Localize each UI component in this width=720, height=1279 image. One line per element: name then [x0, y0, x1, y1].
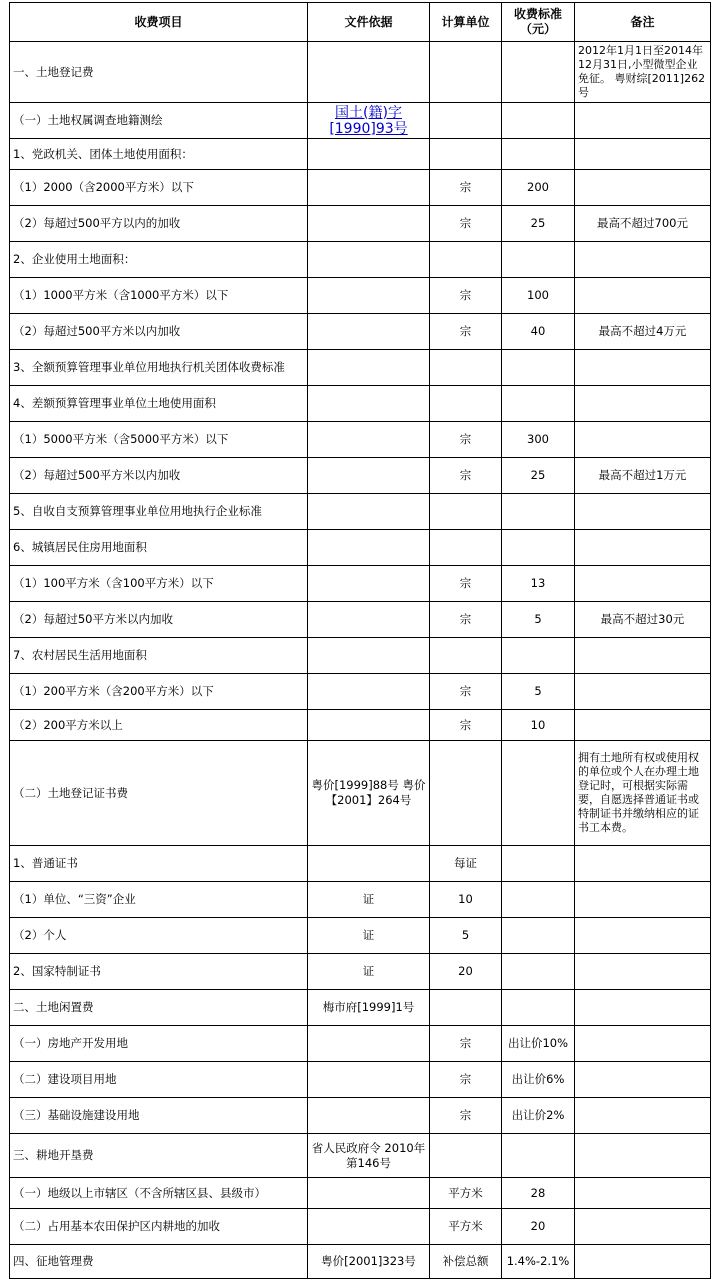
note-cell: 2012年1月1日至2014年12月31日,小型微型企业免征。 粤财综[2011]262号	[575, 42, 711, 103]
standard-cell: 10	[502, 710, 575, 741]
unit-cell: 5	[430, 918, 502, 954]
note-cell	[575, 1134, 711, 1178]
basis-cell: 证	[308, 954, 430, 990]
standard-cell	[502, 139, 575, 170]
item-cell: （2）个人	[10, 918, 308, 954]
item-cell: （1）100平方米（含100平方米）以下	[10, 566, 308, 602]
standard-cell: 出让价2%	[502, 1098, 575, 1134]
table-row	[10, 710, 711, 741]
table-row	[10, 638, 711, 674]
standard-cell: 28	[502, 1178, 575, 1209]
note-cell	[575, 1178, 711, 1209]
standard-cell	[502, 386, 575, 422]
item-cell: 7、农村居民生活用地面积	[10, 638, 308, 674]
table-row	[10, 42, 711, 103]
basis-cell	[308, 1178, 430, 1209]
table-row	[10, 882, 711, 918]
unit-cell	[430, 990, 502, 1026]
item-cell: 1、普通证书	[10, 846, 308, 882]
item-cell: （三）基础设施建设用地	[10, 1098, 308, 1134]
table-row	[10, 1209, 711, 1245]
basis-cell	[308, 494, 430, 530]
note-cell	[575, 846, 711, 882]
note-cell: 最高不超过4万元	[575, 314, 711, 350]
basis-cell	[308, 674, 430, 710]
table-row	[10, 602, 711, 638]
table-row	[10, 741, 711, 846]
standard-cell	[502, 530, 575, 566]
unit-cell	[430, 139, 502, 170]
basis-cell: 证	[308, 882, 430, 918]
item-cell: 2、国家特制证书	[10, 954, 308, 990]
table-row	[10, 846, 711, 882]
basis-cell	[308, 350, 430, 386]
table-row	[10, 1026, 711, 1062]
standard-cell: 20	[502, 1209, 575, 1245]
item-cell: （一）地级以上市辖区（不含所辖区县、县级市）	[10, 1178, 308, 1209]
standard-cell: 出让价6%	[502, 1062, 575, 1098]
item-cell: （二）建设项目用地	[10, 1062, 308, 1098]
standard-cell	[502, 103, 575, 139]
note-cell	[575, 139, 711, 170]
basis-cell	[308, 1026, 430, 1062]
standard-cell	[502, 954, 575, 990]
table-row	[10, 1245, 711, 1279]
note-cell: 拥有土地所有权或使用权的单位或个人在办理土地登记时，可根据实际需要，自愿选择普通证书或特制证书并缴纳相应的证书工本费。	[575, 741, 711, 846]
table-row	[10, 1178, 711, 1209]
basis-cell	[308, 139, 430, 170]
unit-cell: 宗	[430, 602, 502, 638]
unit-cell: 补偿总额	[430, 1245, 502, 1279]
unit-cell	[430, 42, 502, 103]
basis-cell	[308, 1062, 430, 1098]
standard-cell	[502, 42, 575, 103]
standard-cell	[502, 990, 575, 1026]
note-cell	[575, 638, 711, 674]
note-cell	[575, 674, 711, 710]
table-row	[10, 278, 711, 314]
table-row	[10, 458, 711, 494]
standard-cell	[502, 350, 575, 386]
table-row	[10, 1062, 711, 1098]
table-row	[10, 566, 711, 602]
standard-cell: 5	[502, 602, 575, 638]
standard-cell	[502, 1134, 575, 1178]
unit-cell: 宗	[430, 422, 502, 458]
note-cell	[575, 386, 711, 422]
note-cell	[575, 494, 711, 530]
unit-cell: 宗	[430, 278, 502, 314]
unit-cell: 宗	[430, 1098, 502, 1134]
note-cell	[575, 530, 711, 566]
item-cell: 4、差额预算管理事业单位土地使用面积	[10, 386, 308, 422]
basis-cell	[308, 103, 430, 139]
item-cell: 四、征地管理费	[10, 1245, 308, 1279]
basis-cell	[308, 566, 430, 602]
standard-cell: 100	[502, 278, 575, 314]
basis-cell	[308, 422, 430, 458]
table-row	[10, 103, 711, 139]
basis-cell	[308, 710, 430, 741]
item-cell: 3、全额预算管理事业单位用地执行机关团体收费标准	[10, 350, 308, 386]
table-row	[10, 1134, 711, 1178]
standard-cell: 13	[502, 566, 575, 602]
item-cell: 三、耕地开垦费	[10, 1134, 308, 1178]
item-cell: 5、自收自支预算管理事业单位用地执行企业标准	[10, 494, 308, 530]
unit-cell: 宗	[430, 314, 502, 350]
basis-cell	[308, 242, 430, 278]
table-row	[10, 530, 711, 566]
unit-cell	[430, 494, 502, 530]
header-row	[10, 3, 711, 42]
table-row	[10, 918, 711, 954]
item-cell: （1）1000平方米（含1000平方米）以下	[10, 278, 308, 314]
note-cell: 最高不超过1万元	[575, 458, 711, 494]
header-basis: 文件依据	[308, 3, 430, 42]
basis-cell: 梅市府[1999]1号	[308, 990, 430, 1026]
unit-cell: 宗	[430, 170, 502, 206]
unit-cell	[430, 103, 502, 139]
standard-cell	[502, 741, 575, 846]
note-cell	[575, 1245, 711, 1279]
standard-cell: 25	[502, 206, 575, 242]
table-row	[10, 350, 711, 386]
header-note: 备注	[575, 3, 711, 42]
note-cell	[575, 710, 711, 741]
unit-cell: 宗	[430, 458, 502, 494]
item-cell: （2）每超过500平方米以内加收	[10, 314, 308, 350]
unit-cell: 宗	[430, 674, 502, 710]
basis-cell: 粤价[1999]88号 粤价【2001】264号	[308, 741, 430, 846]
basis-cell: 省人民政府令 2010年第146号	[308, 1134, 430, 1178]
standard-cell	[502, 846, 575, 882]
unit-cell	[430, 741, 502, 846]
unit-cell	[430, 242, 502, 278]
standard-cell: 1.4%-2.1%	[502, 1245, 575, 1279]
item-cell: 二、土地闲置费	[10, 990, 308, 1026]
standard-cell: 出让价10%	[502, 1026, 575, 1062]
standard-cell: 200	[502, 170, 575, 206]
unit-cell: 平方米	[430, 1178, 502, 1209]
unit-cell	[430, 1134, 502, 1178]
header-item: 收费项目	[10, 3, 308, 42]
item-cell: （一）土地权属调查地籍测绘	[10, 103, 308, 139]
table-row	[10, 674, 711, 710]
item-cell: （一）房地产开发用地	[10, 1026, 308, 1062]
note-cell	[575, 990, 711, 1026]
item-cell: （二）占用基本农田保护区内耕地的加收	[10, 1209, 308, 1245]
basis-link[interactable]: 国土(籍)字[1990]93号	[329, 104, 408, 137]
note-cell	[575, 1062, 711, 1098]
item-cell: （1）200平方米（含200平方米）以下	[10, 674, 308, 710]
item-cell: 2、企业使用土地面积：	[10, 242, 308, 278]
unit-cell: 宗	[430, 1026, 502, 1062]
table-row	[10, 170, 711, 206]
note-cell	[575, 422, 711, 458]
table-row	[10, 1098, 711, 1134]
unit-cell: 宗	[430, 710, 502, 741]
table-row	[10, 206, 711, 242]
item-cell: 一、土地登记费	[10, 42, 308, 103]
item-cell: （2）200平方米以上	[10, 710, 308, 741]
unit-cell: 平方米	[430, 1209, 502, 1245]
table-row	[10, 242, 711, 278]
basis-cell	[308, 386, 430, 422]
basis-cell: 粤价[2001]323号	[308, 1245, 430, 1279]
basis-cell	[308, 458, 430, 494]
table-row	[10, 990, 711, 1026]
standard-cell: 25	[502, 458, 575, 494]
item-cell: （1）2000（含2000平方米）以下	[10, 170, 308, 206]
note-cell	[575, 566, 711, 602]
unit-cell	[430, 386, 502, 422]
note-cell	[575, 954, 711, 990]
note-cell	[575, 350, 711, 386]
basis-cell	[308, 1098, 430, 1134]
standard-cell	[502, 494, 575, 530]
unit-cell: 20	[430, 954, 502, 990]
table-row	[10, 954, 711, 990]
basis-cell: 证	[308, 918, 430, 954]
standard-cell: 40	[502, 314, 575, 350]
standard-cell	[502, 638, 575, 674]
fee-table	[9, 2, 711, 1279]
header-standard: 收费标准（元）	[502, 3, 575, 42]
table-row	[10, 139, 711, 170]
note-cell	[575, 1098, 711, 1134]
note-cell: 最高不超过30元	[575, 602, 711, 638]
standard-cell	[502, 242, 575, 278]
basis-cell	[308, 278, 430, 314]
note-cell	[575, 170, 711, 206]
item-cell: 6、城镇居民住房用地面积	[10, 530, 308, 566]
basis-cell	[308, 638, 430, 674]
table-row	[10, 386, 711, 422]
basis-cell	[308, 42, 430, 103]
note-cell	[575, 278, 711, 314]
unit-cell: 10	[430, 882, 502, 918]
unit-cell	[430, 350, 502, 386]
note-cell	[575, 1026, 711, 1062]
note-cell	[575, 918, 711, 954]
item-cell: （1）单位、“三资”企业	[10, 882, 308, 918]
unit-cell	[430, 638, 502, 674]
standard-cell	[502, 882, 575, 918]
item-cell: （1）5000平方米（含5000平方米）以下	[10, 422, 308, 458]
item-cell: （2）每超过50平方米以内加收	[10, 602, 308, 638]
unit-cell: 宗	[430, 206, 502, 242]
item-cell: （2）每超过500平方以内的加收	[10, 206, 308, 242]
basis-cell	[308, 530, 430, 566]
note-cell	[575, 1209, 711, 1245]
unit-cell: 宗	[430, 566, 502, 602]
note-cell	[575, 882, 711, 918]
unit-cell: 每证	[430, 846, 502, 882]
basis-cell	[308, 314, 430, 350]
header-unit: 计算单位	[430, 3, 502, 42]
basis-cell	[308, 170, 430, 206]
note-cell: 最高不超过700元	[575, 206, 711, 242]
basis-cell	[308, 846, 430, 882]
standard-cell	[502, 918, 575, 954]
note-cell	[575, 242, 711, 278]
basis-cell	[308, 1209, 430, 1245]
basis-cell	[308, 602, 430, 638]
item-cell: 1、党政机关、团体土地使用面积：	[10, 139, 308, 170]
basis-cell	[308, 206, 430, 242]
unit-cell: 宗	[430, 1062, 502, 1098]
unit-cell	[430, 530, 502, 566]
item-cell: （二）土地登记证书费	[10, 741, 308, 846]
note-cell	[575, 103, 711, 139]
table-row	[10, 422, 711, 458]
table-row	[10, 494, 711, 530]
table-row	[10, 314, 711, 350]
item-cell: （2）每超过500平方米以内加收	[10, 458, 308, 494]
standard-cell: 5	[502, 674, 575, 710]
standard-cell: 300	[502, 422, 575, 458]
